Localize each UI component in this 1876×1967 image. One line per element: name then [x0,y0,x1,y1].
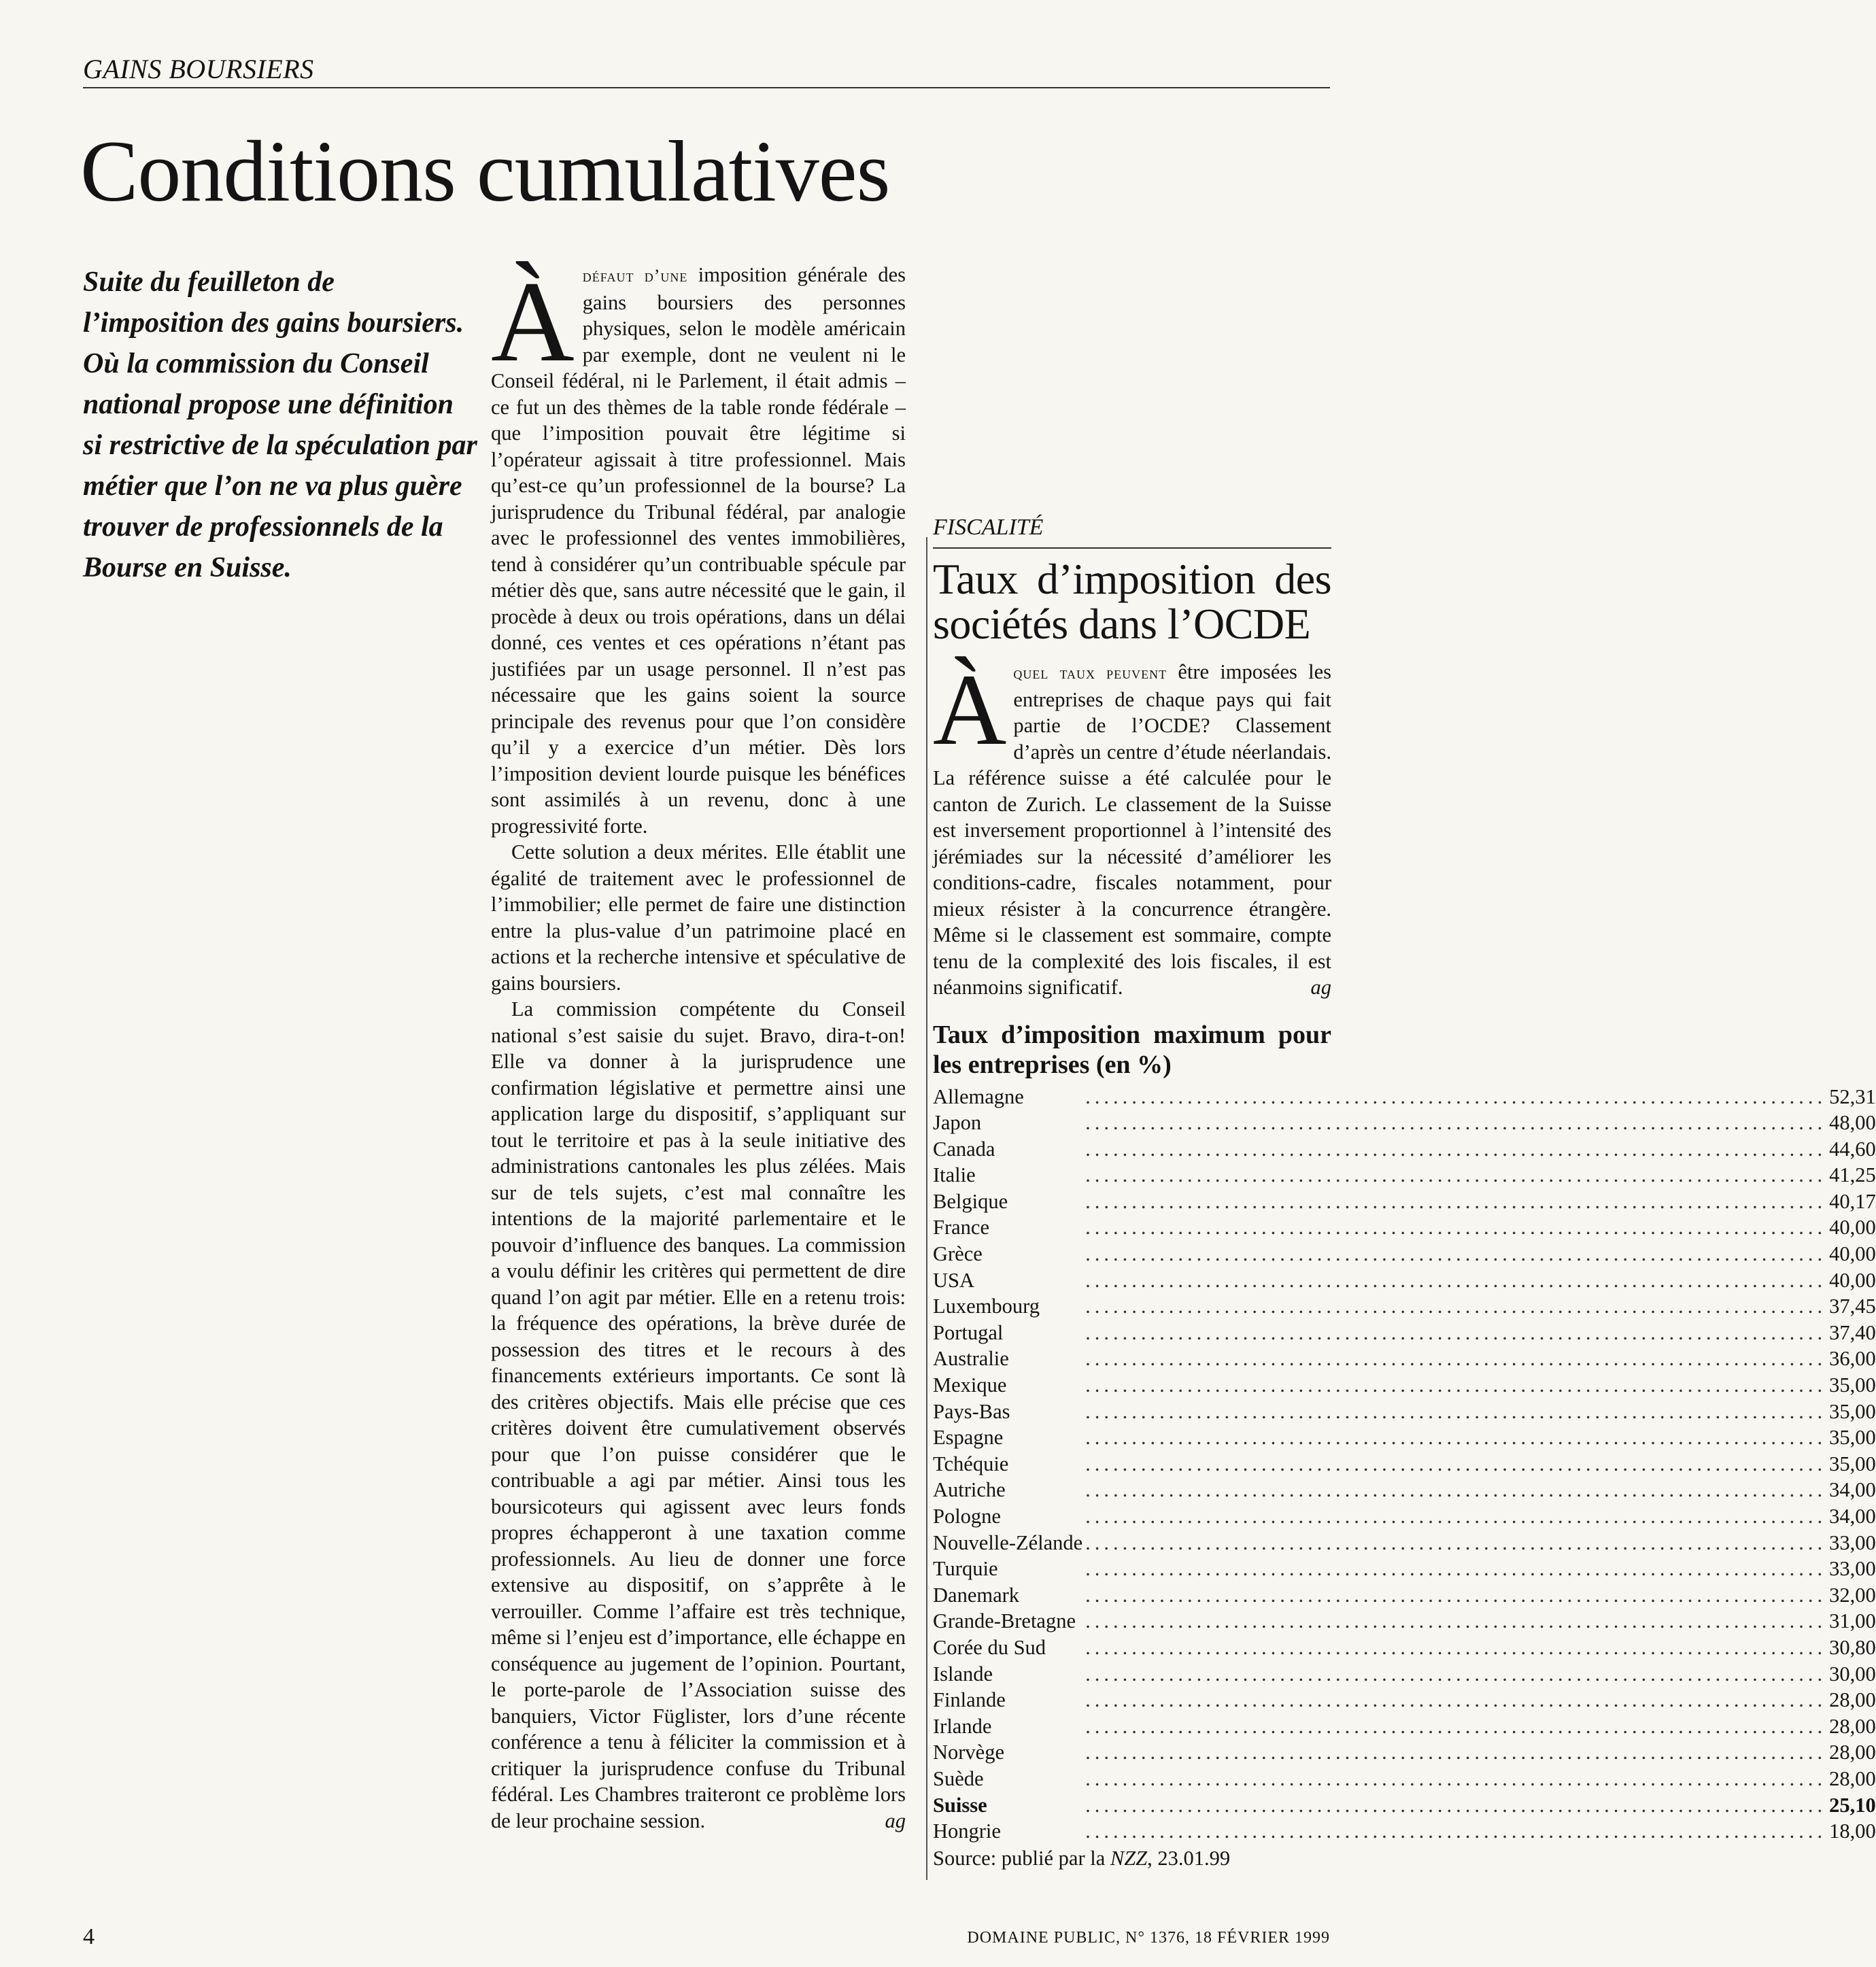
sidebar-top-rule [933,547,1331,549]
country-cell: Pays-Bas [933,1399,1010,1423]
dot-leader: ................................................................................ [1085,1373,1827,1397]
dot-leader: ................................................................................ [1085,1452,1827,1475]
sidebar-drop-cap: À [933,653,1007,766]
lead-paragraph-2: Où la commission du Conseil national propose une définition si restrictive de la spéculation par métier que l’on ne va plus guère trouver de professionnels de la Bourse en Suisse. [83,348,477,583]
country-cell: Luxembourg [933,1295,1040,1318]
rate-table-title: Taux d’imposition maximum pour les entreprises (en %) [933,1020,1331,1079]
table-row [933,1818,1876,1845]
rate-cell: 34,00 [1829,1478,1876,1502]
country-cell: France [933,1216,989,1239]
table-row [933,1372,1876,1399]
dot-leader: ................................................................................ [1085,1583,1827,1607]
country-cell: Portugal [933,1320,1004,1344]
country-cell: USA [933,1268,975,1292]
rate-cell: 37,45 [1829,1295,1876,1318]
table-row [933,1556,1876,1582]
article-paragraph-2: Cette solution a deux mérites. Elle établit une égalité de traitement avec le professionnel de l’immobilier; elle permet de faire une distinction entre la plus-value d’un patrimoine placé en actions et la recherche intensive et spéculative de gains boursiers. [491,840,906,995]
country-cell: Turquie [933,1557,998,1581]
sidebar-column [933,262,1876,1872]
rate-cell: 37,40 [1829,1320,1876,1344]
rate-cell: 30,80 [1829,1635,1876,1659]
rate-cell: 34,00 [1829,1505,1876,1528]
dot-leader: ................................................................................ [1085,1688,1827,1712]
table-row [933,1267,1876,1294]
table-row [933,1214,1876,1241]
dot-leader: ................................................................................ [1085,1741,1827,1764]
country-cell: Suède [933,1766,984,1790]
country-cell: Finlande [933,1688,1006,1712]
country-cell: Italie [933,1163,976,1187]
dot-leader: ................................................................................ [1085,1137,1827,1161]
article-paragraph-3 [491,996,906,1834]
dot-leader: ................................................................................ [1085,1557,1827,1581]
country-cell: Pologne [933,1505,1001,1528]
source-paper: NZZ [1110,1846,1148,1870]
table-row [933,1399,1876,1425]
country-cell: Australie [933,1347,1009,1371]
country-cell: Irlande [933,1714,992,1738]
dot-leader: ................................................................................ [1085,1793,1827,1817]
page-number: 4 [83,1924,95,1949]
table-row [933,1661,1876,1688]
rate-cell: 30,00 [1829,1662,1876,1686]
dot-leader: ................................................................................ [1085,1084,1827,1108]
table-row [933,1582,1876,1609]
dot-leader: ................................................................................ [1085,1320,1827,1344]
dot-leader: ................................................................................ [1085,1163,1827,1187]
dot-leader: ................................................................................ [1085,1189,1827,1213]
dot-leader: ................................................................................ [1085,1609,1827,1633]
column-continuation-space [933,262,1331,515]
rate-cell: 52,31 [1829,1084,1876,1108]
author-signature: ag [885,1809,906,1832]
dot-leader: ................................................................................ [1085,1635,1827,1659]
rate-cell: 48,00 [1829,1111,1876,1135]
dot-leader: ................................................................................ [1085,1766,1827,1790]
rate-cell: 33,00 [1829,1557,1876,1581]
dot-leader: ................................................................................ [1085,1505,1827,1528]
country-cell: Belgique [933,1189,1008,1213]
country-cell: Tchéquie [933,1452,1009,1475]
rate-cell: 40,00 [1829,1268,1876,1292]
sidebar-rubric: FISCALITÉ [933,515,1044,540]
country-cell: Nouvelle-Zélande [933,1530,1083,1554]
dot-leader: ................................................................................ [1085,1242,1827,1266]
dot-leader: ................................................................................ [1085,1662,1827,1686]
table-row [933,1320,1876,1346]
table-row [933,1766,1876,1792]
rate-cell: 40,00 [1829,1242,1876,1266]
dot-leader: ................................................................................ [1085,1714,1827,1738]
country-cell: Canada [933,1137,995,1161]
section-rubric: GAINS BOURSIERS [83,54,314,84]
country-cell: Autriche [933,1478,1006,1502]
table-row [933,1162,1876,1188]
table-row [933,1530,1876,1556]
top-rule [83,87,1330,88]
table-row [933,1293,1876,1320]
table-row [933,1503,1876,1530]
source-prefix: Source: publié par la [933,1846,1110,1870]
table-source [933,1845,1331,1872]
paragraph-1-text: imposition générale des gains boursiers des personnes physiques, selon le modèle américain par exemple, dont ne veulent ni le Conseil fédéral, ni le Parlement, il était admis – ce fut un des thèmes de la table ronde fédérale – que l’imposition pouvait être légitime si l’opérateur agissait à titre professionnel. Mais qu’est-ce qu’un professionnel de la bourse? La jurisprudence du Tribunal fédéral, par analogie avec le professionnel des ventes immobilières, tend à considérer qu’un contribuable spécule par métier dès que, sans autre nécessité que le gain, il procède à deux ou trois opérations, dans un délai donné, ces ventes et ces opérations n’étant pas justifiées par un usage personnel. Il n’est pas nécessaire que les gains soient la source principale des revenus pour que l’on considère qu’il y a exercice d’un métier. Dès lors l’imposition devient lourde puisque les bénéfices sont assimilés à un revenu, donc à une progressivité forte. [491,263,906,838]
table-row [933,1451,1876,1477]
dot-leader: ................................................................................ [1085,1268,1827,1292]
dot-leader: ................................................................................ [1085,1347,1827,1371]
country-cell: Hongrie [933,1819,1001,1843]
rate-cell: 35,00 [1829,1426,1876,1450]
country-cell: Japon [933,1111,982,1135]
rate-cell: 25,10 [1829,1793,1876,1817]
sidebar-paragraph [933,653,1331,1001]
rate-table [933,1084,1876,1845]
rate-cell: 40,17 [1829,1189,1876,1213]
dot-leader: ................................................................................ [1085,1819,1827,1843]
rate-cell: 35,00 [1829,1452,1876,1475]
dot-leader: ................................................................................ [1085,1478,1827,1502]
sidebar-rule [926,537,927,1880]
opening-small-caps: défaut d’une [582,266,688,286]
publication-line: DOMAINE PUBLIC, N° 1376, 18 FÉVRIER 1999 [967,1929,1330,1947]
sidebar-title: Taux d’imposition des sociétés dans l’OCDE [933,555,1331,648]
table-row [933,1687,1876,1713]
table-row [933,1110,1876,1136]
country-cell: Islande [933,1662,993,1686]
rate-cell: 40,00 [1829,1216,1876,1239]
table-row [933,1241,1876,1267]
country-cell: Danemark [933,1583,1020,1607]
table-row [933,1084,1876,1110]
drop-cap: À [491,258,575,386]
rate-cell: 44,60 [1829,1137,1876,1161]
sidebar-small-caps: quel taux peuvent [1013,663,1167,683]
rate-cell: 32,00 [1829,1583,1876,1607]
article-title: Conditions cumulatives [80,123,890,220]
table-row [933,1792,1876,1819]
dot-leader: ................................................................................ [1085,1111,1827,1135]
rate-cell: 33,00 [1829,1530,1876,1554]
rate-cell: 28,00 [1829,1688,1876,1712]
rate-cell: 35,00 [1829,1373,1876,1397]
country-cell: Corée du Sud [933,1635,1046,1659]
lead-paragraph-1: Suite du feuilleton de l’imposition des gains boursiers. [83,267,464,339]
rate-cell: 28,00 [1829,1741,1876,1764]
dot-leader: ................................................................................ [1085,1216,1827,1239]
sidebar-signature: ag [1310,976,1331,999]
dot-leader: ................................................................................ [1085,1426,1827,1450]
rate-cell: 41,25 [1829,1163,1876,1187]
paragraph-3-text: La commission compétente du Conseil national s’est saisie du sujet. Bravo, dira-t-on! Elle va donner à la jurisprudence une confirmation législative et permettre ainsi une application large du dispositif, s’appliquant sur tout le territoire et pas à la seule initiative des administrations cantonales les plus zélées. Mais sur de tels sujets, c’est mal connaître les intentions de la majorité parlementaire et le pouvoir d’influence des banques. La commission a voulu définir les critères qui permettent de dire quand l’on agit par métier. Elle en a retenu trois: la fréquence des opérations, la brève durée de possession des titres et le recours à des financements extérieurs importants. Ce sont là des critères objectifs. Mais elle précise que ces critères doivent être cumulativement observés pour que l’on puisse considérer que le contribuable a agi par métier. Ainsi tous les boursicoteurs qui agissent avec leurs fonds propres échapperont à une taxation comme professionnels. Au lieu de donner une force extensive au dispositif, on s’apprête à le verrouiller. Comme l’affaire est très technique, même si l’enjeu est d’importance, elle échappe en conséquence au jugement de l’opinion. Pourtant, le porte-parole de l’Association suisse des banquiers, Victor Füglister, lors d’une récente conférence a tenu à féliciter la commission et à critiquer la jurisprudence confuse du Tribunal fédéral. Les Chambres traiteront ce problème lors de leur prochaine session. [491,997,906,1832]
table-row [933,1713,1876,1740]
country-cell: Mexique [933,1373,1007,1397]
rate-cell: 18,00 [1829,1819,1876,1843]
table-row [933,1608,1876,1635]
rate-cell: 28,00 [1829,1714,1876,1738]
country-cell: Espagne [933,1426,1004,1450]
country-cell: Norvège [933,1741,1005,1764]
article-lead [83,262,477,588]
table-row [933,1346,1876,1372]
rate-cell: 36,00 [1829,1347,1876,1371]
rate-cell: 28,00 [1829,1766,1876,1790]
table-row [933,1424,1876,1451]
country-cell: Grande-Bretagne [933,1609,1076,1633]
dot-leader: ................................................................................ [1085,1530,1827,1554]
dot-leader: ................................................................................ [1085,1399,1827,1423]
source-date: , 23.01.99 [1147,1846,1231,1870]
rate-cell: 31,00 [1829,1609,1876,1633]
table-row [933,1136,1876,1163]
article-paragraph-1 [491,258,906,839]
dot-leader: ................................................................................ [1085,1295,1827,1318]
sidebar-text: être imposées les entreprises de chaque pays qui fait partie de l’OCDE? Classement d’après un centre d’étude néerlandais. La référence suisse a été calculée pour le canton de Zurich. Le classement de la Suisse est inversement proportionnel à l’intensité des jérémiades sur la nécessité d’améliorer les conditions-cadre, fiscales notamment, pour mieux résister à la concurrence étrangère. Même si le classement est sommaire, compte tenu de la complexité des lois fiscales, il est néanmoins significatif. [933,660,1331,999]
country-cell: Suisse [933,1793,987,1817]
country-cell: Grèce [933,1242,983,1266]
table-row [933,1635,1876,1661]
country-cell: Allemagne [933,1084,1024,1108]
article-column-1 [491,258,906,1834]
rate-cell: 35,00 [1829,1399,1876,1423]
table-row [933,1477,1876,1503]
table-row [933,1188,1876,1215]
table-row [933,1739,1876,1766]
